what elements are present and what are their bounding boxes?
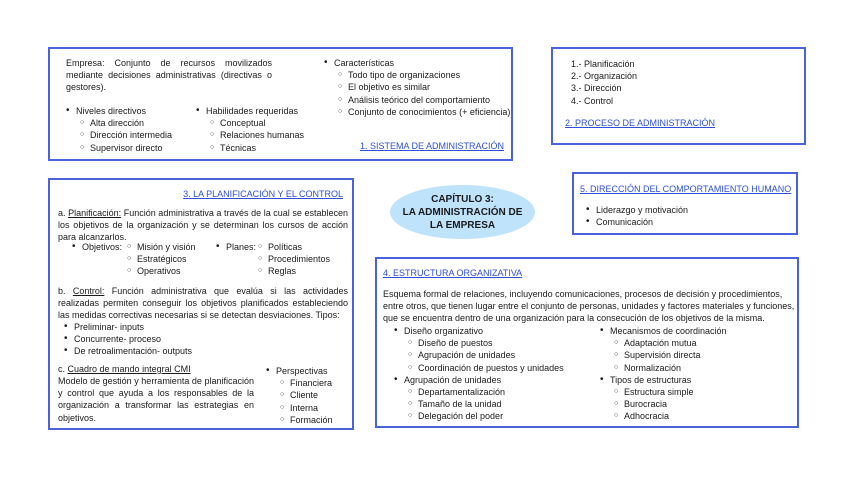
list-item: ○ Estructura simple xyxy=(614,386,790,398)
list-item: ○ Supervisor directo xyxy=(80,142,201,154)
list-item: ○ Adhocracia xyxy=(614,410,790,422)
planes-section xyxy=(216,241,346,277)
list-item: ○ Reglas xyxy=(258,265,348,277)
direccion-list xyxy=(586,204,786,228)
agrupacion-title: • Agrupación de unidades ○ Departamentalización ○ Tamaño de la unidad ○ Delegación del poder xyxy=(394,374,594,423)
list-item: 1.- Planificación xyxy=(571,59,635,69)
niveles-title: • Niveles directivos ○ Alta dirección ○ Dirección intermedia ○ Supervisor directo xyxy=(66,105,201,154)
estructura-organizativa-title[interactable]: 4. ESTRUCTURA ORGANIZATIVA xyxy=(383,268,523,278)
habilidades-list xyxy=(210,117,326,154)
proceso-administracion-box xyxy=(551,47,806,145)
list-item: ○ Conjunto de conocimientos (+ eficiencia) xyxy=(338,106,514,118)
control-term: Control: xyxy=(72,286,105,296)
chapter-title-line: LA ADMINISTRACIÓN DE xyxy=(402,206,523,218)
direccion-comportamiento-title[interactable]: 5. DIRECCIÓN DEL COMPORTAMIENTO HUMANO xyxy=(580,184,792,194)
habilidades-section xyxy=(196,105,326,154)
list-item: ○ Todo tipo de organizaciones xyxy=(338,69,514,81)
diseno-section xyxy=(394,325,594,423)
perspectivas-section xyxy=(266,365,351,426)
perspectivas-list xyxy=(280,377,351,426)
caracteristicas-section xyxy=(324,57,514,118)
list-item: ○ Relaciones humanas xyxy=(210,129,326,141)
list-item: ○ Agrupación de unidades xyxy=(408,349,594,361)
list-item: ○ Supervisión directa xyxy=(614,349,790,361)
chapter-title-ellipse xyxy=(390,185,535,239)
list-item: ○ Tamaño de la unidad xyxy=(408,398,594,410)
objetivos-section xyxy=(72,241,222,277)
empresa-definition: Empresa: Conjunto de recursos movilizados mediante decisiones administrativas (directivas o gestores). xyxy=(66,58,272,93)
list-item: ○ Financiera xyxy=(280,377,351,389)
list-item: ○ Dirección intermedia xyxy=(80,129,201,141)
list-item: ○ Burocracia xyxy=(614,398,790,410)
list-item: ○ Estratégicos xyxy=(127,253,227,265)
list-item: ○ Delegación del poder xyxy=(408,410,594,422)
cmi-term: Cuadro de mando integral CMI xyxy=(67,364,191,374)
list-item: • Comunicación xyxy=(586,216,786,228)
list-item: • De retroalimentación- outputs xyxy=(64,345,264,357)
planificacion-control-box xyxy=(48,178,354,430)
planes-list xyxy=(258,241,348,278)
planificacion-term: Planificación: xyxy=(68,208,122,218)
planificacion-control-title[interactable]: 3. LA PLANIFICACIÓN Y EL CONTROL xyxy=(183,189,343,199)
list-item: ○ Políticas xyxy=(258,241,348,253)
list-item: ○ Normalización xyxy=(614,362,790,374)
estructura-organizativa-box xyxy=(375,257,799,428)
objetivos-title: • Objetivos: xyxy=(72,241,222,253)
list-item: ○ Análisis teórico del comportamiento xyxy=(338,94,514,106)
list-item: ○ Diseño de puestos xyxy=(408,337,594,349)
list-item: ○ Formación xyxy=(280,414,351,426)
caracteristicas-list xyxy=(338,69,514,118)
chapter-title-line: LA EMPRESA xyxy=(429,219,496,231)
estructura-definition: Esquema formal de relaciones, incluyendo comunicaciones, procesos de decisión y procedimientos, entre otros, que tienen lugar entre el conjunto de personas, unidades y factores materiales y funciones, que se encuentra dentro de una organización para la consecución de los objetivos de la misma. xyxy=(383,289,795,324)
list-item: 2.- Organización xyxy=(571,71,638,82)
chapter-title-line: CAPÍTULO 3: xyxy=(431,193,494,205)
perspectivas-title: • Perspectivas ○ Financiera ○ Cliente ○ Interna ○ Formación xyxy=(266,365,351,426)
diseno-title: • Diseño organizativo ○ Diseño de puestos ○ Agrupación de unidades ○ Coordinación de puestos y unidades xyxy=(394,325,594,374)
list-item: ○ Conceptual xyxy=(210,117,326,129)
cmi-heading: c. Cuadro de mando integral CMI xyxy=(58,364,191,374)
mecanismos-list xyxy=(614,337,790,374)
list-item: ○ Técnicas xyxy=(210,142,326,154)
sistema-administracion-box xyxy=(48,47,513,161)
list-item: • Concurrente- proceso xyxy=(64,333,264,345)
list-item: ○ Alta dirección xyxy=(80,117,201,129)
proceso-list xyxy=(571,58,637,107)
list-item: ○ El objetivo es similar xyxy=(338,81,514,93)
planes-title: • Planes: xyxy=(216,241,346,253)
direccion-comportamiento-box xyxy=(572,172,798,235)
list-item: ○ Adaptación mutua xyxy=(614,337,790,349)
sistema-administracion-title[interactable]: 1. SISTEMA DE ADMINISTRACIÓN xyxy=(359,141,504,151)
planificacion-definition: a. Planificación: Función administrativa a través de la cual se establecen los objetivos de la organización y se determinan los cursos de acción para alcanzarlos. xyxy=(58,208,348,243)
mecanismos-title: • Mecanismos de coordinación ○ Adaptación mutua ○ Supervisión directa ○ Normalización xyxy=(600,325,790,374)
agrupacion-list xyxy=(408,386,594,423)
tipos-estructuras-list xyxy=(614,386,790,423)
list-item: ○ Procedimientos xyxy=(258,253,348,265)
list-item: ○ Interna xyxy=(280,402,351,414)
list-item: ○ Departamentalización xyxy=(408,386,594,398)
control-tipos-list xyxy=(64,321,264,358)
list-item: ○ Cliente xyxy=(280,389,351,401)
cmi-definition: Modelo de gestión y herramienta de planificación y control que ayuda a los responsables de la organización a transformar las estrategias en objetivos. xyxy=(58,376,254,423)
list-item: 4.- Control xyxy=(571,95,614,106)
list-item: ○ Misión y visión xyxy=(127,241,227,253)
proceso-administracion-title[interactable]: 2. PROCESO DE ADMINISTRACIÓN xyxy=(565,118,716,128)
list-item: • Preliminar- inputs xyxy=(64,321,264,333)
niveles-list xyxy=(80,117,201,154)
caracteristicas-title: • Características ○ Todo tipo de organizaciones ○ El objetivo es similar ○ Análisis teórico del comportamiento ○ Conjunto de conocimientos (+ eficiencia) xyxy=(324,57,514,118)
list-item: ○ Coordinación de puestos y unidades xyxy=(408,362,594,374)
habilidades-title: • Habilidades requeridas ○ Conceptual ○ Relaciones humanas ○ Técnicas xyxy=(196,105,326,154)
diseno-list xyxy=(408,337,594,374)
niveles-section xyxy=(66,105,201,154)
objetivos-list xyxy=(127,241,227,278)
list-item: ○ Operativos xyxy=(127,265,227,277)
control-definition: b. Control: Función administrativa que evalúa si las actividades realizadas permiten conseguir los objetivos planificados estableciendo las medidas correctivas necesarias si se detectan desviaciones. Tipos: xyxy=(58,286,348,321)
tipos-estructuras-title: • Tipos de estructuras ○ Estructura simple ○ Burocracia ○ Adhocracia xyxy=(600,374,790,423)
list-item: 3.- Dirección xyxy=(571,83,622,94)
mecanismos-section xyxy=(600,325,790,423)
list-item: • Liderazgo y motivación xyxy=(586,204,786,216)
